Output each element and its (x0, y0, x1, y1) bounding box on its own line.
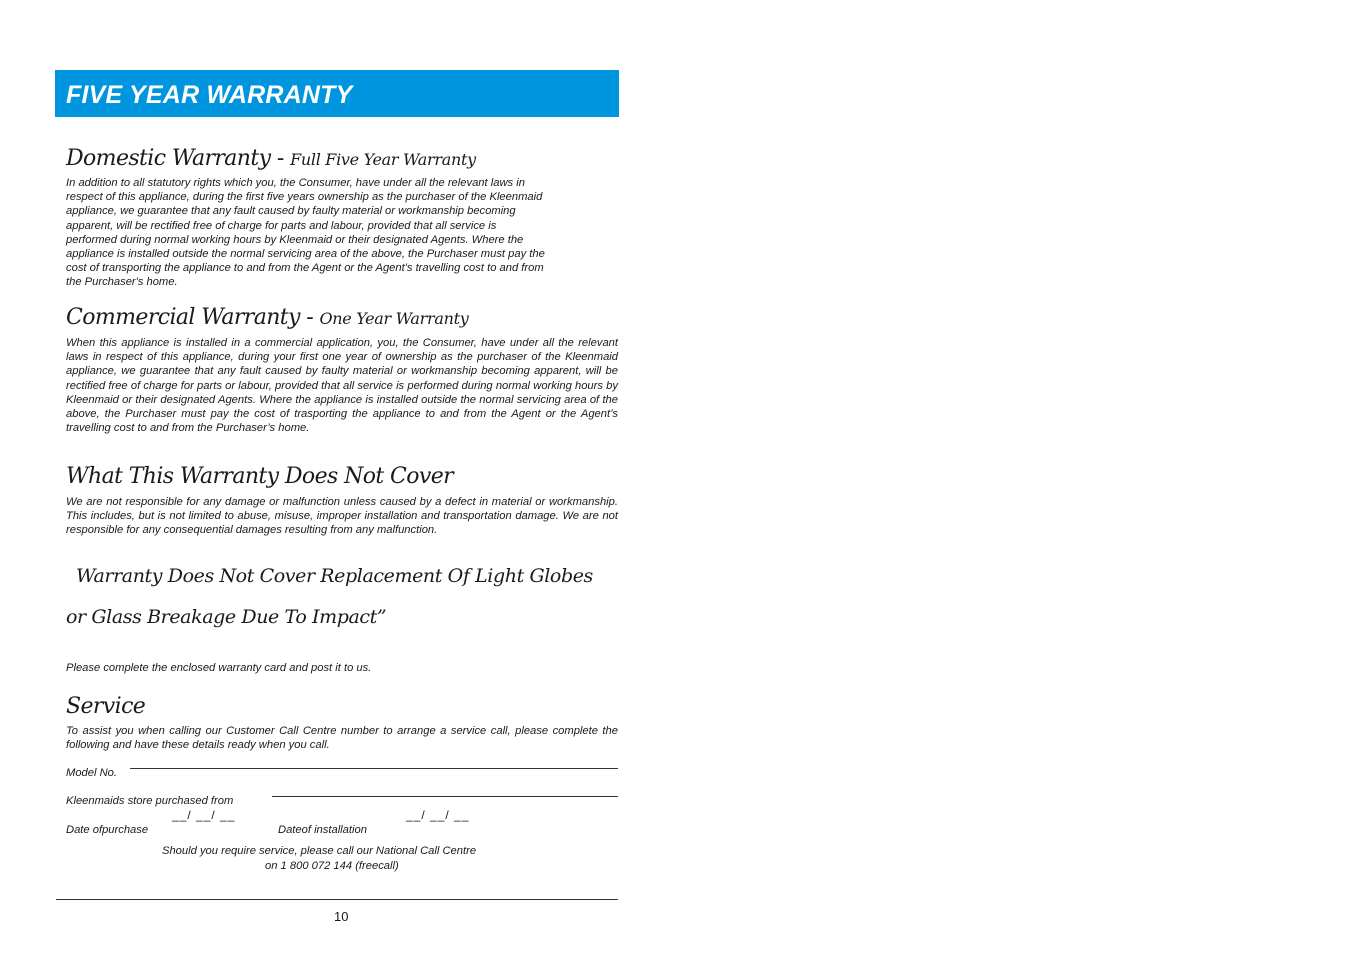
domestic-subheading: Full Five Year Warranty (290, 150, 476, 169)
domestic-body-line: appliance is installed outside the normal servicing area of the above, the Purchaser must pay the (66, 248, 545, 261)
commercial-warranty-body: When this appliance is installed in a commercial application, you, the Consumer, have under all the relevant laws in respect of this appliance, during your first one year of ownership as the purchaser of the Kleenmaid appliance, we guarantee that any fault caused by faulty material or workmanship becoming apparent, will be rectified free of charge for parts or labour, provided that all service is performed during normal working hours by Kleenmaid or their designated Agents. Where the appliance is installed outside the normal servicing area of the above, the Purchaser must pay the cost of trasporting the appliance to and from the Agent or the Agent’s travelling cost to and from the Purchaser’s home. (66, 337, 618, 435)
purchase-date-label: Date ofpurchase (66, 824, 149, 836)
warranty-card-note: Please complete the enclosed warranty card and post it to us. (66, 662, 372, 674)
store-purchased-label: Kleenmaids store purchased from (66, 795, 234, 807)
domestic-warranty-heading (66, 146, 476, 171)
domestic-heading-text: Domestic Warranty - (66, 146, 291, 171)
title-banner (55, 70, 619, 117)
service-heading: Service (66, 694, 146, 719)
model-number-label: Model No. (66, 767, 117, 779)
domestic-body-line: apparent, will be rectified free of charge for parts and labour, provided that all service is (66, 219, 497, 232)
store-purchased-field[interactable] (272, 796, 618, 797)
exclusion-notice-line-2: or Glass Breakage Due To Impact” (66, 606, 387, 628)
call-centre-line-2: on 1 800 072 144 (freecall) (265, 860, 399, 872)
footer-divider (56, 899, 618, 900)
commercial-heading-text: Commercial Warranty - (66, 305, 320, 330)
not-covered-heading: What This Warranty Does Not Cover (66, 464, 454, 489)
purchase-date-field[interactable]: __/ __/ __ (172, 808, 236, 822)
domestic-warranty-body (66, 176, 618, 290)
page-number: 10 (334, 909, 349, 924)
domestic-body-line: respect of this appliance, during the first five years ownership as the purchaser of the Kleenmaid (66, 191, 543, 204)
call-centre-line-1: Should you require service, please call our National Call Centre (162, 845, 477, 857)
exclusion-notice-line-1: Warranty Does Not Cover Replacement Of Light Globes (76, 565, 593, 587)
not-covered-body: We are not responsible for any damage or malfunction unless caused by a defect in material or workmanship. This includes, but is not limited to abuse, misuse, improper installation and transportation damage. We are not responsible for any consequential damages resulting from any malfunction. (66, 496, 618, 537)
commercial-warranty-heading (66, 305, 468, 330)
service-body: To assist you when calling our Customer Call Centre number to arrange a service call, please complete the following and have these details ready when you call. (66, 725, 618, 752)
installation-date-field[interactable]: __/ __/ __ (406, 808, 470, 822)
commercial-subheading: One Year Warranty (319, 309, 469, 328)
domestic-body-line: performed during normal working hours by Kleenmaid or their designated Agents. Where the (66, 233, 524, 246)
model-number-field[interactable] (130, 768, 618, 769)
domestic-body-line: appliance, we guarantee that any fault caused by faulty material or workmanship becoming (66, 205, 516, 218)
page-title: FIVE YEAR WARRANTY (66, 81, 353, 109)
domestic-body-line: cost of transporting the appliance to and from the Agent or the Agent's travelling cost to and from (66, 262, 544, 275)
installation-date-label: Dateof installation (278, 824, 367, 836)
domestic-body-line: the Purchaser's home. (66, 276, 178, 289)
domestic-body-line: In addition to all statutory rights which you, the Consumer, have under all the relevant laws in (66, 177, 525, 189)
